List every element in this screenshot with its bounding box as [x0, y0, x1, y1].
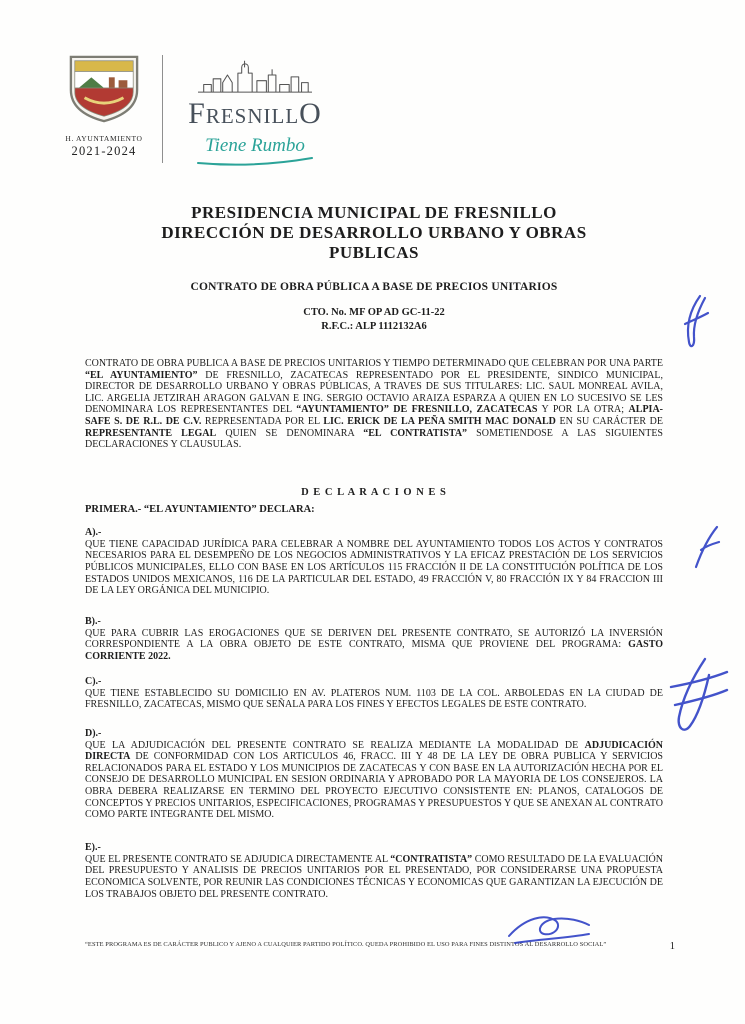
primera-heading: PRIMERA.- “EL AYUNTAMIENTO” DECLARA: [85, 503, 315, 515]
ayuntamiento-logo [55, 52, 153, 159]
clause-text: QUE LA ADJUDICACIÓN DEL PRESENTE CONTRATO SE REALIZA MEDIANTE LA MODALIDAD DE ADJUDICACIÓN DIRECTA DE CONFORMIDAD CON LOS ARTICULOS 46, FRACC. III Y 48 DE LA LEY DE OBRA PUBLICA Y SERVICIOS RELACIONADOS PARA EL ESTADO Y LOS MUNICIPIOS DE ZACATECAS Y CON BASE EN LA AUTORIZACIÓN HECHA POR EL CONSEJO DE DESARROLLO MUNICIPAL EN SESION ORDINARIA Y APROBADO POR LA MAYORIA DE LOS CONSEJEROS. LA OBRA DEBERA REALIZARSE EN TERMINO DEL PROYECTO EJECUTIVO CONSISTENTE EN: PLANOS, CATALOGOS DE CONCEPTOS Y PRECIOS UNITARIOS, ESPECIFICACIONES, PROGRAMAS Y PRESUPUESTOS Y QUE SE ANEXAN AL CONTRATO COMO PARTE INTEGRANTE DEL MISMO. [85, 739, 663, 821]
rfc-label: R.F.C.: [321, 320, 354, 332]
clause-a [85, 527, 663, 597]
clause-label: D).- [85, 727, 102, 739]
clause-label: C).- [85, 675, 102, 687]
cto-value: MF OP AD GC-11-22 [349, 307, 445, 318]
pen-mark-upper [678, 292, 712, 354]
wordmark-last-letter: O [299, 97, 322, 130]
tagline-text: Tiene Rumbo [205, 135, 305, 156]
clause-label: E).- [85, 841, 101, 853]
rfc-line [85, 320, 663, 334]
contract-number-line [85, 306, 663, 320]
contract-meta [85, 306, 663, 333]
fresnillo-wordmark [172, 99, 338, 134]
wordmark-first-letter: F [188, 97, 206, 130]
pen-mark-middle [690, 523, 722, 571]
clause-text: QUE TIENE CAPACIDAD JURÍDICA PARA CELEBRAR A NOMBRE DEL AYUNTAMIENTO TODOS LOS ACTOS Y CONTRATOS NECESARIOS PARA EL DESEMPEÑO DE LOS NEGOCIOS ADMINISTRATIVOS Y LA EFICAZ PRESTACIÓN DE LOS SERVICIOS PÚBLICOS MUNICIPALES, ELLO CON BASE EN LOS ARTÍCULOS 115 FRACCIÓN II DE LA CONSTITUCIÓN POLÍTICA DE LOS ESTADOS UNIDOS MEXICANOS, 116 DE LA PARTICULAR DEL ESTADO, 49 FRACCIÓN V, 80 FRACCIÓN IX Y 84 FRACCION III DE LA LEY ORGÁNICA DEL MUNICIPIO. [85, 538, 663, 597]
wordmark-middle: RESNILL [205, 104, 300, 128]
intro-paragraph: CONTRATO DE OBRA PUBLICA A BASE DE PRECIOS UNITARIOS Y TIEMPO DETERMINADO QUE CELEBRAN POR UNA PARTE “EL AYUNTAMIENTO” DE FRESNILLO, ZACATECAS REPRESENTADO POR EL PRESIDENTE, SINDICO MUNICIPAL, DIRECTOR DE DESARROLLO URBANO Y OBRAS PÚBLICAS, A TRAVES DE SUS TITULARES: LIC. SAUL MONREAL AVILA, LIC. ARGELIA JETZIRAH ARAGON GALVAN E ING. SERGIO OCTAVIO ARAIZA ESPARZA A QUIEN EN LO SUCESIVO SE LES DENOMINARA LOS REPRESENTANTES DEL “AYUNTAMIENTO” DE FRESNILLO, ZACATECAS Y POR LA OTRA; ALPIA-SAFE S. DE R.L. DE C.V. REPRESENTADA POR EL LIC. ERICK DE LA PEÑA SMITH MAC DONALD EN SU CARÁCTER DE REPRESENTANTE LEGAL QUIEN SE DENOMINARA “EL CONTRATISTA” SOMETIENDOSE A LAS SIGUIENTES DECLARACIONES Y CLAUSULAS. [85, 358, 663, 451]
clause-label: A).- [85, 526, 102, 538]
clause-text: QUE TIENE ESTABLECIDO SU DOMICILIO EN AV. PLATEROS NUM. 1103 DE LA COL. ARBOLEDAS EN LA CIUDAD DE FRESNILLO, ZACATECAS, MISMO QUE SEÑALA PARA LOS FINES Y EFECTOS LEGALES DE ESTE CONTRATO. [85, 687, 663, 711]
document-title [85, 203, 663, 263]
clause-e [85, 842, 663, 900]
clause-d [85, 728, 663, 821]
title-line-2: DIRECCIÓN DE DESARROLLO URBANO Y OBRAS [161, 223, 587, 242]
title-line-3: PUBLICAS [329, 243, 419, 262]
skyline-icon [193, 56, 317, 94]
contract-subtitle: CONTRATO DE OBRA PÚBLICA A BASE DE PRECIOS UNITARIOS [190, 281, 558, 293]
crest-caption: H. AYUNTAMIENTO [65, 134, 143, 143]
header-divider [162, 55, 163, 163]
page-number: 1 [669, 941, 675, 952]
fresnillo-logo [172, 56, 338, 166]
footer-disclaimer: “ESTE PROGRAMA ES DE CARÁCTER PUBLICO Y AJENO A CUALQUIER PARTIDO POLÍTICO. QUEDA PROHIBIDO EL USO PARA FINES DISTINTOS AL DESARROLLO SOCIAL” [85, 941, 607, 948]
clause-c [85, 676, 663, 711]
page-footer [85, 941, 675, 952]
coat-of-arms-icon [65, 52, 143, 126]
rfc-value: ALP 1112132A6 [355, 320, 427, 332]
cto-label: CTO. No. [303, 307, 347, 318]
clause-text: QUE PARA CUBRIR LAS EROGACIONES QUE SE DERIVEN DEL PRESENTE CONTRATO, SE AUTORIZÓ LA INVERSIÓN CORRESPONDIENTE A LA OBRA OBJETO DE ESTE CONTRATO, MISMA QUE PROVIENE DEL PROGRAMA: GASTO CORRIENTE 2022. [85, 627, 663, 662]
tagline-swoosh-icon [196, 157, 314, 166]
crest-term: 2021-2024 [71, 144, 137, 158]
pen-mark-lower [663, 655, 733, 740]
declarations-heading: D E C L A R A C I O N E S [301, 486, 447, 498]
title-line-1: PRESIDENCIA MUNICIPAL DE FRESNILLO [191, 203, 557, 222]
clause-b [85, 616, 663, 663]
document-content [85, 203, 663, 900]
clause-label: B).- [85, 615, 101, 627]
clause-text: QUE EL PRESENTE CONTRATO SE ADJUDICA DIRECTAMENTE AL “CONTRATISTA” COMO RESULTADO DE LA EVALUACIÓN DEL PRESUPUESTO Y ANALISIS DE PRECIOS UNITARIOS POR EL PRESENTADO, POR CONSIDERARSE UNA PROPUESTA ECONOMICA SOLVENTE, POR REUNIR LAS CONDICIONES TÉCNICAS Y ECONOMICAS QUE GARANTIZAN LA EJECUCIÓN DE LOS TRABAJOS OBJETO DEL PRESENTE CONTRATO. [85, 853, 663, 900]
